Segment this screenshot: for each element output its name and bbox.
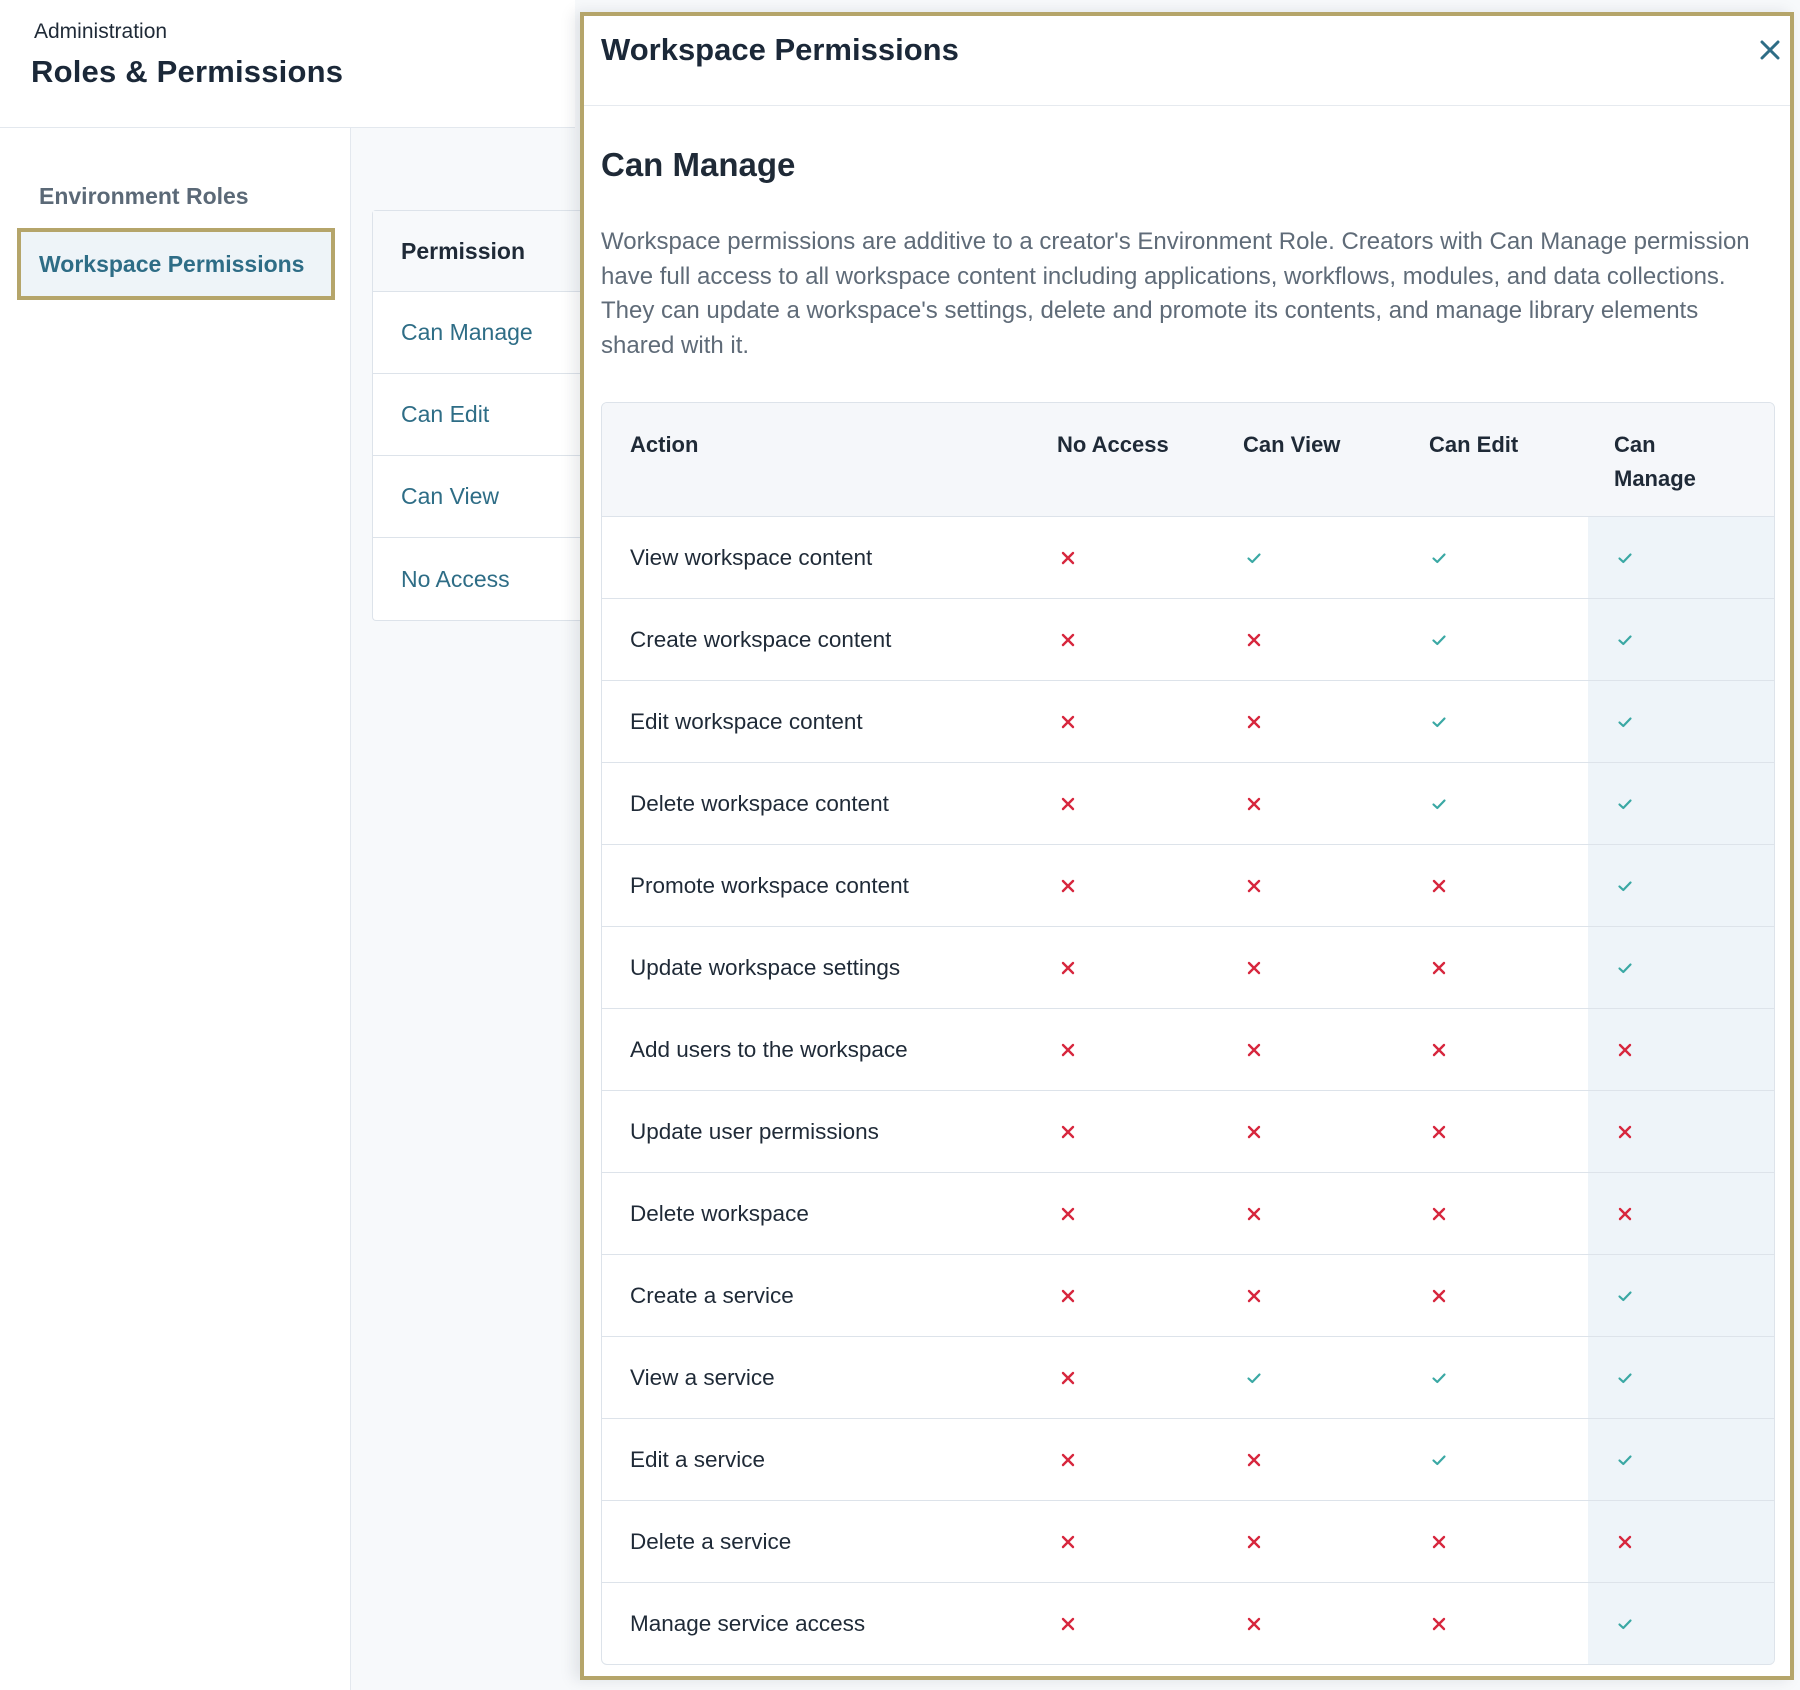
table-row bbox=[602, 517, 1774, 599]
table-row bbox=[602, 1255, 1774, 1337]
cross-icon bbox=[1246, 1042, 1262, 1058]
permission-item-can-edit[interactable]: Can Edit bbox=[373, 374, 582, 456]
cell-no-access bbox=[1057, 1337, 1079, 1418]
table-row bbox=[602, 763, 1774, 845]
cell-can-view bbox=[1243, 1173, 1265, 1254]
page-header bbox=[0, 0, 575, 128]
cross-icon bbox=[1431, 1042, 1447, 1058]
cross-icon bbox=[1617, 1042, 1633, 1058]
check-icon bbox=[1431, 796, 1447, 812]
action-cell: View workspace content bbox=[630, 544, 873, 570]
permission-list-header: Permission bbox=[373, 211, 582, 292]
table-row bbox=[602, 599, 1774, 681]
cell-can-view bbox=[1243, 927, 1265, 1008]
cell-no-access bbox=[1057, 681, 1079, 762]
cell-can-manage bbox=[1614, 1583, 1636, 1664]
cross-icon bbox=[1431, 960, 1447, 976]
cell-can-edit bbox=[1428, 1173, 1450, 1254]
cell-can-edit bbox=[1428, 517, 1450, 598]
action-cell: Create a service bbox=[630, 1282, 794, 1308]
cell-can-manage bbox=[1614, 681, 1636, 762]
cell-no-access bbox=[1057, 1583, 1079, 1664]
cell-can-manage bbox=[1614, 517, 1636, 598]
cell-can-edit bbox=[1428, 1501, 1450, 1582]
sidebar-item-environment-roles[interactable] bbox=[17, 160, 335, 232]
cell-can-manage bbox=[1614, 1501, 1636, 1582]
cell-can-manage bbox=[1614, 1173, 1636, 1254]
section-title: Can Manage bbox=[601, 146, 796, 183]
cell-can-edit bbox=[1428, 1583, 1450, 1664]
sidebar-item-workspace-permissions[interactable] bbox=[17, 228, 335, 300]
action-cell: Update user permissions bbox=[630, 1118, 879, 1144]
cross-icon bbox=[1060, 878, 1076, 894]
permissions-table bbox=[601, 402, 1775, 1665]
cell-no-access bbox=[1057, 599, 1079, 680]
cross-icon bbox=[1431, 878, 1447, 894]
cross-icon bbox=[1246, 1452, 1262, 1468]
table-row bbox=[602, 1337, 1774, 1419]
action-cell: Delete workspace bbox=[630, 1200, 809, 1226]
cell-no-access bbox=[1057, 1255, 1079, 1336]
action-cell: Edit workspace content bbox=[630, 708, 863, 734]
cell-no-access bbox=[1057, 1173, 1079, 1254]
cell-no-access bbox=[1057, 1501, 1079, 1582]
table-row bbox=[602, 1173, 1774, 1255]
cell-can-view bbox=[1243, 763, 1265, 844]
cell-can-edit bbox=[1428, 1337, 1450, 1418]
breadcrumb[interactable]: Administration bbox=[34, 20, 168, 43]
cross-icon bbox=[1060, 550, 1076, 566]
check-icon bbox=[1246, 550, 1262, 566]
check-icon bbox=[1617, 878, 1633, 894]
cross-icon bbox=[1060, 1370, 1076, 1386]
cross-icon bbox=[1060, 1616, 1076, 1632]
cross-icon bbox=[1431, 1206, 1447, 1222]
permission-description: Workspace permissions are additive to a creator's Environment Role. Creators with Can Manage permission have full access to all workspace content including applications, workflows, modules, and data collections. They can update a workspace's settings, delete and promote its contents, and manage library elements shared with it. bbox=[601, 228, 1750, 359]
cross-icon bbox=[1246, 1288, 1262, 1304]
cell-can-edit bbox=[1428, 927, 1450, 1008]
table-row bbox=[602, 1501, 1774, 1583]
cell-can-edit bbox=[1428, 1419, 1450, 1500]
check-icon bbox=[1431, 1370, 1447, 1386]
action-cell: View a service bbox=[630, 1364, 775, 1390]
sidebar-item-label: Environment Roles bbox=[39, 182, 249, 209]
cross-icon bbox=[1431, 1124, 1447, 1140]
cell-can-view bbox=[1243, 845, 1265, 926]
cell-can-manage bbox=[1614, 1419, 1636, 1500]
check-icon bbox=[1617, 632, 1633, 648]
cross-icon bbox=[1246, 1534, 1262, 1550]
table-header bbox=[602, 403, 1774, 517]
cell-can-manage bbox=[1614, 763, 1636, 844]
cell-can-edit bbox=[1428, 599, 1450, 680]
cross-icon bbox=[1246, 960, 1262, 976]
close-icon bbox=[1759, 39, 1781, 61]
cross-icon bbox=[1246, 1616, 1262, 1632]
table-row bbox=[602, 1419, 1774, 1501]
page-title: Roles & Permissions bbox=[31, 54, 344, 89]
check-icon bbox=[1617, 1616, 1633, 1632]
cross-icon bbox=[1246, 796, 1262, 812]
action-cell: Delete workspace content bbox=[630, 790, 889, 816]
action-cell: Edit a service bbox=[630, 1446, 766, 1472]
cell-can-manage bbox=[1614, 1091, 1636, 1172]
cross-icon bbox=[1060, 1206, 1076, 1222]
cross-icon bbox=[1060, 632, 1076, 648]
cell-no-access bbox=[1057, 763, 1079, 844]
sidebar-item-label: Workspace Permissions bbox=[39, 250, 305, 277]
cross-icon bbox=[1060, 1288, 1076, 1304]
cross-icon bbox=[1617, 1534, 1633, 1550]
cross-icon bbox=[1246, 714, 1262, 730]
column-header-can-view: Can View bbox=[1243, 432, 1341, 457]
close-button[interactable] bbox=[1750, 30, 1790, 70]
cell-can-view bbox=[1243, 1501, 1265, 1582]
cell-can-manage bbox=[1614, 1255, 1636, 1336]
cross-icon bbox=[1617, 1206, 1633, 1222]
cell-can-manage bbox=[1614, 927, 1636, 1008]
check-icon bbox=[1431, 632, 1447, 648]
cell-can-view bbox=[1243, 1419, 1265, 1500]
table-row bbox=[602, 1009, 1774, 1091]
cross-icon bbox=[1431, 1616, 1447, 1632]
cell-can-manage bbox=[1614, 599, 1636, 680]
cell-no-access bbox=[1057, 1009, 1079, 1090]
cell-can-edit bbox=[1428, 1091, 1450, 1172]
cell-no-access bbox=[1057, 845, 1079, 926]
action-cell: Create workspace content bbox=[630, 626, 892, 652]
action-cell: Promote workspace content bbox=[630, 872, 909, 898]
cross-icon bbox=[1060, 960, 1076, 976]
permission-list bbox=[372, 210, 582, 621]
cross-icon bbox=[1431, 1288, 1447, 1304]
action-cell: Manage service access bbox=[630, 1610, 866, 1636]
check-icon bbox=[1246, 1370, 1262, 1386]
cell-can-edit bbox=[1428, 845, 1450, 926]
cell-no-access bbox=[1057, 1419, 1079, 1500]
cell-can-view bbox=[1243, 1583, 1265, 1664]
cross-icon bbox=[1246, 878, 1262, 894]
sidebar bbox=[0, 128, 351, 1690]
cross-icon bbox=[1246, 1124, 1262, 1140]
cell-can-manage bbox=[1614, 1009, 1636, 1090]
cell-can-edit bbox=[1428, 1009, 1450, 1090]
check-icon bbox=[1431, 550, 1447, 566]
check-icon bbox=[1617, 796, 1633, 812]
workspace-permissions-drawer bbox=[580, 12, 1794, 1680]
cell-no-access bbox=[1057, 1091, 1079, 1172]
check-icon bbox=[1617, 960, 1633, 976]
cross-icon bbox=[1431, 1534, 1447, 1550]
cross-icon bbox=[1060, 714, 1076, 730]
cross-icon bbox=[1246, 1206, 1262, 1222]
cell-can-view bbox=[1243, 1009, 1265, 1090]
cell-can-view bbox=[1243, 1255, 1265, 1336]
action-cell: Delete a service bbox=[630, 1528, 792, 1554]
table-row bbox=[602, 927, 1774, 1009]
table-body bbox=[602, 517, 1774, 1664]
action-cell: Update workspace settings bbox=[630, 954, 901, 980]
check-icon bbox=[1617, 1288, 1633, 1304]
check-icon bbox=[1431, 1452, 1447, 1468]
cross-icon bbox=[1060, 1534, 1076, 1550]
column-header-action: Action bbox=[630, 432, 699, 457]
table-row bbox=[602, 681, 1774, 763]
cell-can-manage bbox=[1614, 1337, 1636, 1418]
cell-can-edit bbox=[1428, 681, 1450, 762]
cross-icon bbox=[1617, 1124, 1633, 1140]
cell-can-edit bbox=[1428, 1255, 1450, 1336]
check-icon bbox=[1431, 714, 1447, 730]
table-row bbox=[602, 845, 1774, 927]
cell-can-edit bbox=[1428, 763, 1450, 844]
cross-icon bbox=[1246, 632, 1262, 648]
drawer-title: Workspace Permissions bbox=[601, 32, 959, 67]
check-icon bbox=[1617, 550, 1633, 566]
cell-can-view bbox=[1243, 681, 1265, 762]
check-icon bbox=[1617, 714, 1633, 730]
column-header-can-edit: Can Edit bbox=[1429, 432, 1519, 457]
cell-can-view bbox=[1243, 517, 1265, 598]
cell-can-view bbox=[1243, 1091, 1265, 1172]
cell-can-view bbox=[1243, 1337, 1265, 1418]
cross-icon bbox=[1060, 1452, 1076, 1468]
permission-item-can-manage[interactable]: Can Manage bbox=[373, 292, 582, 374]
cell-can-manage bbox=[1614, 845, 1636, 926]
column-header-no-access: No Access bbox=[1057, 432, 1169, 457]
check-icon bbox=[1617, 1452, 1633, 1468]
cross-icon bbox=[1060, 1042, 1076, 1058]
drawer-header bbox=[584, 16, 1790, 106]
cell-can-view bbox=[1243, 599, 1265, 680]
table-row bbox=[602, 1091, 1774, 1173]
cell-no-access bbox=[1057, 517, 1079, 598]
permission-item-no-access[interactable]: No Access bbox=[401, 565, 510, 592]
cross-icon bbox=[1060, 1124, 1076, 1140]
permission-item-can-view[interactable]: Can View bbox=[373, 456, 582, 538]
action-cell: Add users to the workspace bbox=[630, 1036, 908, 1062]
cross-icon bbox=[1060, 796, 1076, 812]
column-header-can-manage: Can Manage bbox=[1614, 432, 1696, 491]
table-row bbox=[602, 1583, 1774, 1664]
check-icon bbox=[1617, 1370, 1633, 1386]
cell-no-access bbox=[1057, 927, 1079, 1008]
